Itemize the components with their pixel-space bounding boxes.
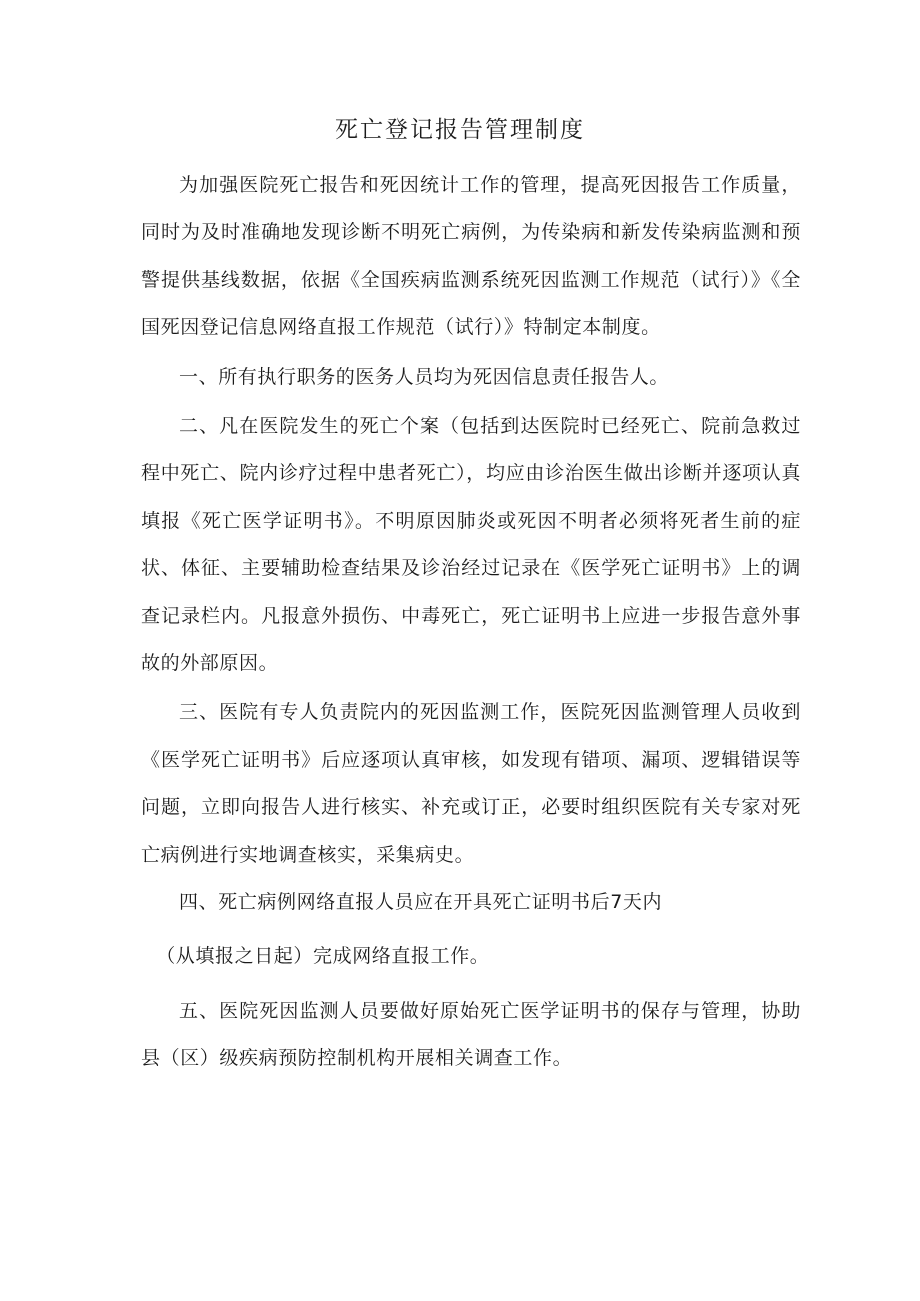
paragraph-clause-4: 四、死亡病例网络直报人员应在开具死亡证明书后7天内 (179, 891, 663, 914)
paragraph-intro: 为加强医院死亡报告和死因统计工作的管理，提高死因报告工作质量，同时为及时准确地发现诊断不明死亡病例，为传染病和新发传染病监测和预警提供基线数据，依据《全国疾病监测系统死因监测工作规范（试行）》《全国死因登记信息网络直报工作规范（试行）》特制定本制度。 (141, 174, 801, 339)
paragraph-clause-5: 五、医院死因监测人员要做好原始死亡医学证明书的保存与管理，协助县（区）级疾病预防控制机构开展相关调查工作。 (141, 999, 801, 1070)
paragraph-clause-2: 二、凡在医院发生的死亡个案（包括到达医院时已经死亡、院前急救过程中死亡、院内诊疗过程中患者死亡），均应由诊治医生做出诊断并逐项认真填报《死亡医学证明书》。不明原因肺炎或死因不明者必须将死者生前的症状、体征、主要辅助检查结果及诊治经过记录在《医学死亡证明书》上的调查记录栏内。凡报意外损伤、中毒死亡，死亡证明书上应进一步报告意外事故的外部原因。 (141, 415, 801, 675)
paragraph-clause-3: 三、医院有专人负责院内的死因监测工作，医院死因监测管理人员收到《医学死亡证明书》后应逐项认真审核，如发现有错项、漏项、逻辑错误等问题，立即向报告人进行核实、补充或订正，必要时组织医院有关专家对死亡病例进行实地调查核实，采集病史。 (141, 701, 801, 866)
paragraph-clause-1: 一、所有执行职务的医务人员均为死因信息责任报告人。 (179, 365, 670, 388)
document-title: 死亡登记报告管理制度 (335, 117, 585, 143)
paragraph-clause-4-continued: （从填报之日起）完成网络直报工作。 (156, 944, 490, 967)
document-body (141, 162, 801, 1083)
